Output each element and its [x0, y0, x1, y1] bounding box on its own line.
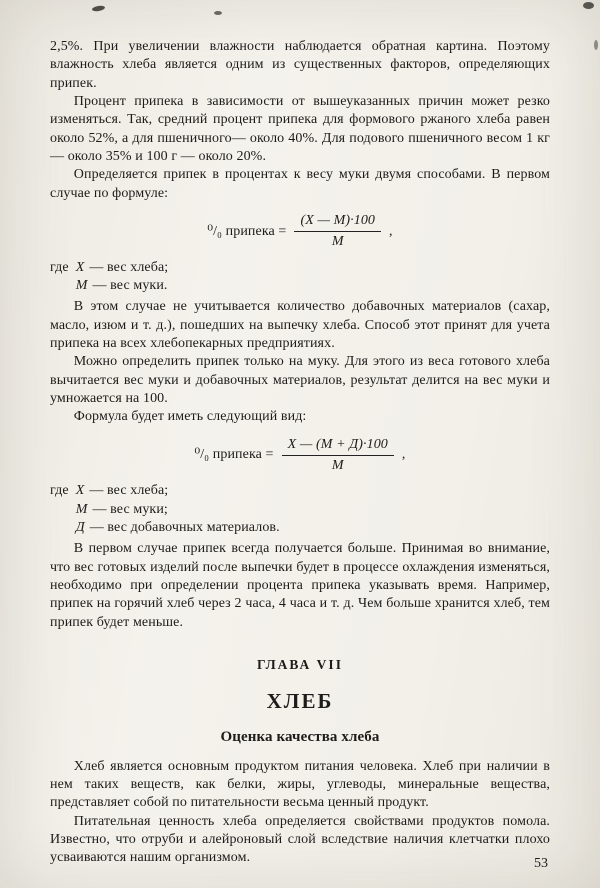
variable-definition: — вес хлеба; — [89, 483, 169, 499]
variable-definition: — вес хлеба; — [89, 259, 169, 275]
scan-artifact — [594, 40, 598, 50]
scan-artifact — [583, 2, 594, 9]
scan-artifact — [92, 5, 106, 12]
chapter-title-heading: ХЛЕБ — [266, 688, 334, 713]
definition-list — [76, 482, 280, 537]
definition-line — [76, 259, 169, 277]
variable-symbol: М — [75, 277, 88, 293]
variable-symbol: X — [75, 483, 85, 499]
paragraph: Процент припека в зависимости от вышеуказанных причин может резко изменяться. Так, средний процент припека для формового ржаного хлеба равен около 52%, а для пшеничного— около 40%. Для подового пшеничного весом 1 кг — около 35% и 100 г — около 20%. — [50, 93, 550, 164]
variable-symbol: X — [75, 259, 85, 275]
formula-punctuation: , — [401, 447, 406, 463]
definition-line — [76, 277, 169, 295]
paragraph: В первом случае припек всегда получается больше. Принимая во внимание, что вес готовых изделий после выпечки будет в процессе охлаждения изменяться, необходимо при определении процента припека указывать время. Например, припек на горячий хлеб через 2 часа, 4 часа и т. д. Чем больше хранится хлеб, тем припек будет меньше. — [50, 541, 550, 630]
paragraph: Можно определить припек только на муку. Для этого из веса готового хлеба вычитается вес муки и добавочных материалов, результат делится на вес муки и умножается на 100. — [50, 354, 550, 406]
paragraph: Питательная ценность хлеба определяется свойствами продуктов помола. Известно, что отруби и алейроновый слой вследствие наличия клетчатки плохо усваиваются нашим организмом. — [50, 813, 550, 866]
formula-pripek-1 — [50, 212, 550, 252]
section-subtitle-heading: Оценка качества хлеба — [220, 729, 380, 746]
definition-line — [76, 482, 280, 500]
variable-symbol: Д — [75, 519, 85, 535]
formula-lhs: ⁰/₀ припека = — [207, 223, 287, 239]
definition-line — [76, 519, 280, 537]
variable-definition: — вес добавочных материалов. — [89, 519, 280, 535]
formula-punctuation: , — [389, 223, 393, 239]
variable-definition: — вес муки. — [92, 277, 168, 293]
fraction-denominator: М — [331, 457, 344, 473]
variable-definitions-2 — [50, 482, 550, 537]
page-body — [50, 38, 550, 868]
scan-artifact — [214, 11, 222, 15]
paragraph: Хлеб является основным продуктом питания человека. Хлеб при наличии в нем таких веществ, как белки, жиры, углеводы, минеральные вещества, представляет собой по питательности весьма ценный продукт. — [50, 758, 550, 811]
fraction — [282, 436, 394, 476]
definition-list — [76, 259, 169, 296]
variable-symbol: М — [75, 501, 88, 517]
formula-lhs: ⁰/₀ припека = — [194, 447, 274, 463]
fraction-numerator: X — (М + Д)·100 — [282, 436, 394, 456]
variable-definition: — вес муки; — [92, 501, 168, 517]
paragraph-continuation: 2,5%. При увеличении влажности наблюдается обратная картина. Поэтому влажность хлеба является одним из существенных факторов, определяющих припек. — [50, 39, 550, 91]
variable-definitions-1 — [50, 259, 550, 296]
fraction-denominator: М — [331, 234, 344, 250]
definition-line — [76, 501, 280, 519]
chapter-number-heading: ГЛАВА VII — [257, 656, 343, 672]
paragraph: В этом случае не учитывается количество добавочных материалов (сахар, масло, изюм и т. д.), пошедших на выпечку хлеба. Способ этот принят для учета припека на всех хлебопекарных предприятиях. — [50, 299, 550, 351]
fraction-numerator: (X — М)·100 — [294, 212, 381, 232]
fraction — [294, 212, 381, 252]
paragraph: Определяется припек в процентах к весу муки двумя способами. В первом случае по формуле: — [50, 167, 550, 201]
paragraph: Формула будет иметь следующий вид: — [73, 409, 307, 425]
where-label: где — [50, 483, 69, 499]
page-number: 53 — [534, 856, 548, 871]
formula-pripek-2 — [50, 436, 550, 476]
where-label: где — [50, 259, 69, 275]
